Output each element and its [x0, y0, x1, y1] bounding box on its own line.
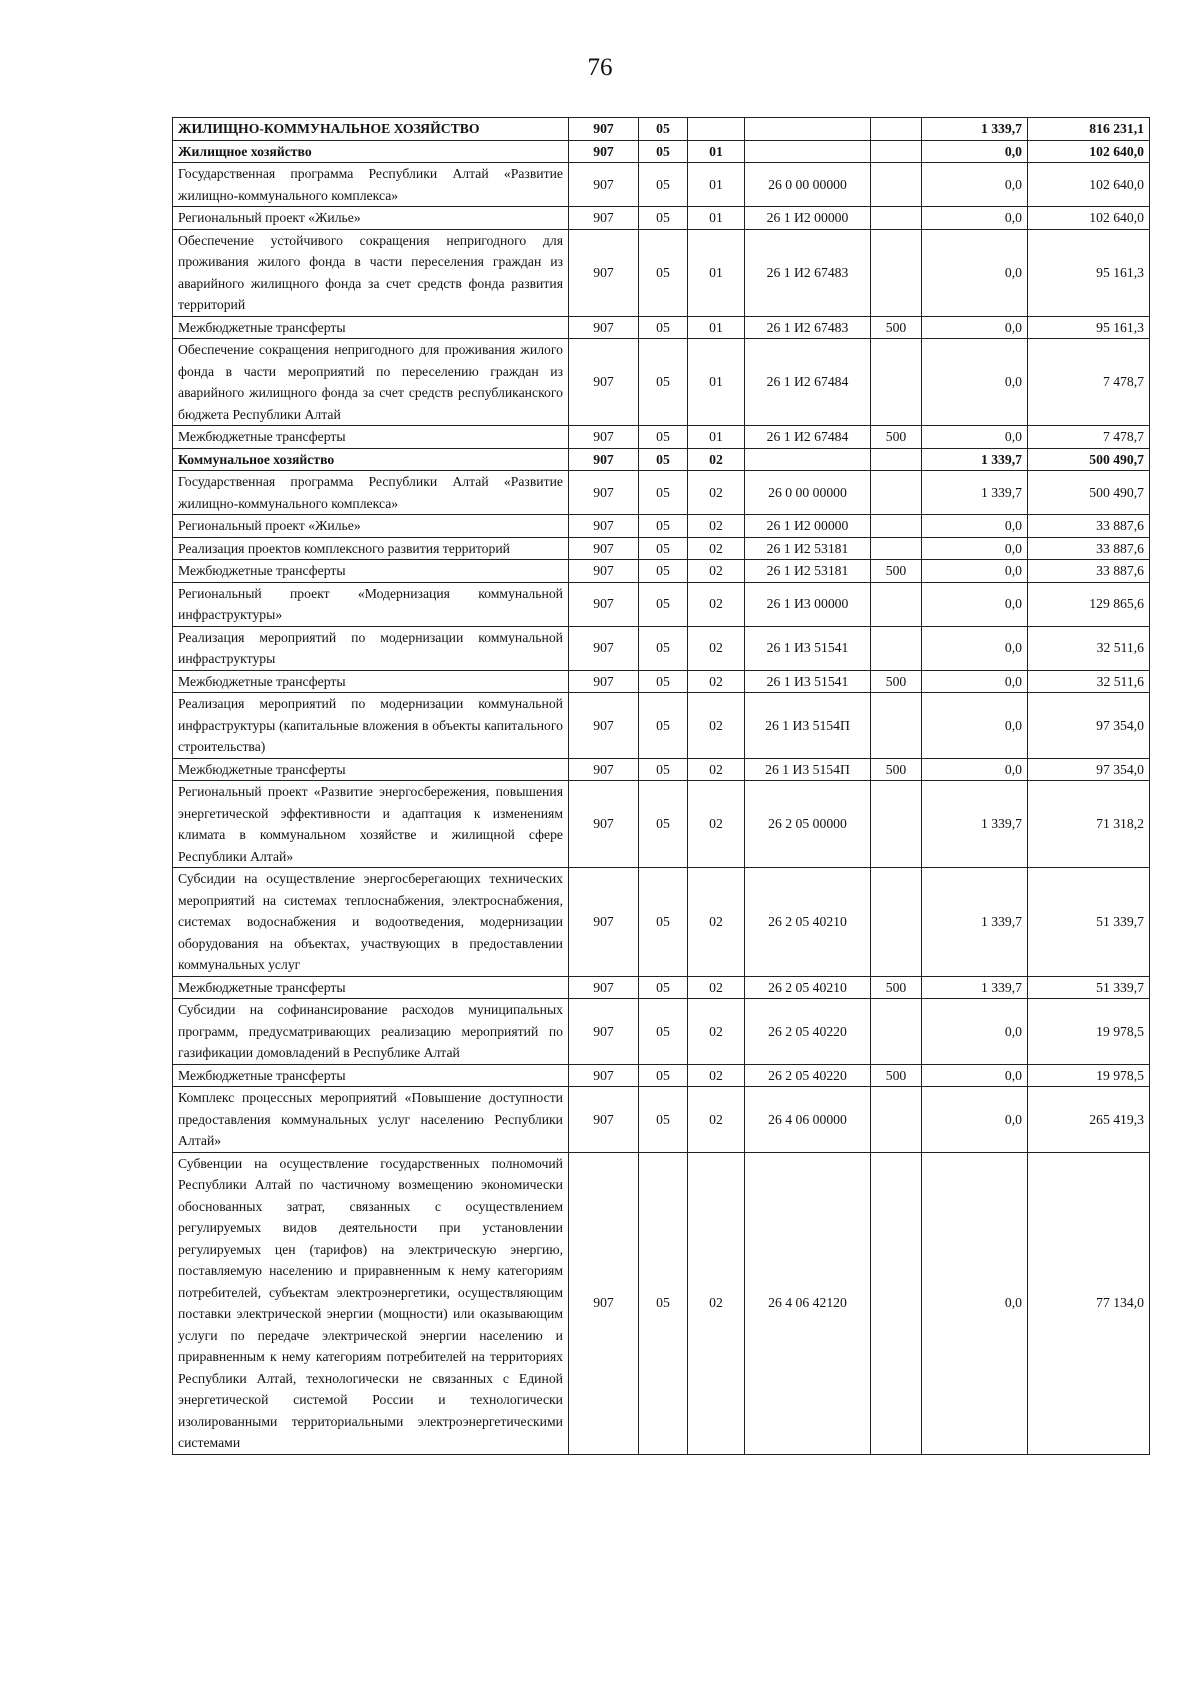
table-row [173, 1087, 1150, 1153]
subsection-code: 01 [688, 316, 745, 339]
page-number: 76 [587, 54, 613, 81]
expense-type [871, 229, 922, 316]
amount-2: 129 865,6 [1028, 582, 1150, 626]
amount-2: 500 490,7 [1028, 471, 1150, 515]
amount-1: 0,0 [922, 339, 1028, 426]
section-code: 05 [639, 426, 688, 449]
amount-2: 816 231,1 [1028, 118, 1150, 141]
section-code: 05 [639, 118, 688, 141]
ministry-code: 907 [569, 426, 639, 449]
expense-type [871, 118, 922, 141]
amount-1: 0,0 [922, 1064, 1028, 1087]
expense-type [871, 781, 922, 868]
target-article: 26 2 05 00000 [745, 781, 871, 868]
expense-type [871, 693, 922, 759]
section-code: 05 [639, 560, 688, 583]
target-article: 26 1 И2 67483 [745, 316, 871, 339]
amount-2: 33 887,6 [1028, 537, 1150, 560]
subsection-code: 01 [688, 229, 745, 316]
section-code: 05 [639, 758, 688, 781]
table-row [173, 626, 1150, 670]
target-article: 26 2 05 40220 [745, 1064, 871, 1087]
subsection-code: 02 [688, 1064, 745, 1087]
row-name: Обеспечение устойчивого сокращения непригодного для проживания жилого фонда в части переселения граждан из аварийного жилищного фонда за счет средств фонда развития территорий [173, 229, 569, 316]
table-row [173, 426, 1150, 449]
ministry-code: 907 [569, 976, 639, 999]
amount-2: 7 478,7 [1028, 426, 1150, 449]
table-row [173, 163, 1150, 207]
section-code: 05 [639, 1152, 688, 1454]
expense-type: 500 [871, 1064, 922, 1087]
amount-1: 0,0 [922, 316, 1028, 339]
row-name: Межбюджетные трансферты [173, 426, 569, 449]
table-row [173, 560, 1150, 583]
ministry-code: 907 [569, 781, 639, 868]
subsection-code: 02 [688, 582, 745, 626]
amount-1: 0,0 [922, 426, 1028, 449]
expense-type: 500 [871, 670, 922, 693]
expense-type [871, 999, 922, 1065]
section-code: 05 [639, 316, 688, 339]
subsection-code: 02 [688, 693, 745, 759]
ministry-code: 907 [569, 868, 639, 977]
amount-1: 0,0 [922, 229, 1028, 316]
row-name: Межбюджетные трансферты [173, 316, 569, 339]
table-row [173, 868, 1150, 977]
section-code: 05 [639, 976, 688, 999]
expense-type [871, 626, 922, 670]
ministry-code: 907 [569, 316, 639, 339]
subsection-code: 02 [688, 626, 745, 670]
amount-2: 51 339,7 [1028, 868, 1150, 977]
amount-1: 0,0 [922, 693, 1028, 759]
amount-1: 0,0 [922, 163, 1028, 207]
expense-type: 500 [871, 758, 922, 781]
ministry-code: 907 [569, 448, 639, 471]
ministry-code: 907 [569, 163, 639, 207]
section-code: 05 [639, 339, 688, 426]
expense-type [871, 448, 922, 471]
target-article: 26 1 И2 53181 [745, 560, 871, 583]
row-name: Коммунальное хозяйство [173, 448, 569, 471]
amount-2: 95 161,3 [1028, 316, 1150, 339]
section-code: 05 [639, 693, 688, 759]
table-row [173, 976, 1150, 999]
row-name: Жилищное хозяйство [173, 140, 569, 163]
row-name: Региональный проект «Модернизация коммунальной инфраструктуры» [173, 582, 569, 626]
ministry-code: 907 [569, 1064, 639, 1087]
ministry-code: 907 [569, 515, 639, 538]
amount-1: 0,0 [922, 515, 1028, 538]
table-row [173, 999, 1150, 1065]
amount-1: 1 339,7 [922, 868, 1028, 977]
amount-1: 0,0 [922, 758, 1028, 781]
target-article: 26 1 И3 5154П [745, 693, 871, 759]
amount-1: 0,0 [922, 537, 1028, 560]
target-article: 26 1 И3 51541 [745, 670, 871, 693]
amount-2: 51 339,7 [1028, 976, 1150, 999]
row-name: Межбюджетные трансферты [173, 560, 569, 583]
target-article [745, 140, 871, 163]
subsection-code: 01 [688, 207, 745, 230]
row-name: Обеспечение сокращения непригодного для проживания жилого фонда в части мероприятий по переселению граждан из аварийного жилищного фонда за счет средств республиканского бюджета Республики Алтай [173, 339, 569, 426]
target-article: 26 4 06 00000 [745, 1087, 871, 1153]
ministry-code: 907 [569, 999, 639, 1065]
section-code: 05 [639, 448, 688, 471]
ministry-code: 907 [569, 140, 639, 163]
amount-1: 0,0 [922, 1087, 1028, 1153]
subsection-code: 02 [688, 999, 745, 1065]
ministry-code: 907 [569, 1152, 639, 1454]
amount-1: 1 339,7 [922, 976, 1028, 999]
target-article: 26 1 И2 67483 [745, 229, 871, 316]
table-row [173, 670, 1150, 693]
expense-type: 500 [871, 426, 922, 449]
target-article: 26 0 00 00000 [745, 163, 871, 207]
row-name: Межбюджетные трансферты [173, 976, 569, 999]
row-name: Межбюджетные трансферты [173, 670, 569, 693]
expense-type [871, 537, 922, 560]
expense-type [871, 1152, 922, 1454]
section-code: 05 [639, 207, 688, 230]
table-row [173, 118, 1150, 141]
expense-type [871, 207, 922, 230]
section-code: 05 [639, 537, 688, 560]
amount-2: 265 419,3 [1028, 1087, 1150, 1153]
amount-2: 500 490,7 [1028, 448, 1150, 471]
expense-type [871, 1087, 922, 1153]
target-article: 26 2 05 40210 [745, 868, 871, 977]
row-name: Межбюджетные трансферты [173, 1064, 569, 1087]
subsection-code: 02 [688, 1152, 745, 1454]
table-row [173, 537, 1150, 560]
table-row [173, 1064, 1150, 1087]
target-article: 26 1 И3 51541 [745, 626, 871, 670]
amount-2: 32 511,6 [1028, 670, 1150, 693]
amount-1: 0,0 [922, 999, 1028, 1065]
row-name: Субвенции на осуществление государственных полномочий Республики Алтай по частичному возмещению экономически обоснованных затрат, связанных с осуществлением регулируемых видов деятельности при установлении регулируемых цен (тарифов) на электрическую энергию, поставляемую населению и приравненным к нему категориям потребителей, субъектам электроэнергетики, осуществляющим поставки электрической энергии (мощности) или оказывающим услуги по передаче электрической энергии населению и приравненным к нему категориям потребителей на территориях Республики Алтай, технологически не связанных с Единой энергетической системой России и технологически изолированными территориальными электроэнергетическими системами [173, 1152, 569, 1454]
subsection-code: 01 [688, 426, 745, 449]
amount-2: 102 640,0 [1028, 140, 1150, 163]
row-name: Региональный проект «Развитие энергосбережения, повышения энергетической эффективности и адаптация к изменениям климата в коммунальном хозяйстве и жилищной сфере Республики Алтай» [173, 781, 569, 868]
target-article: 26 1 И3 00000 [745, 582, 871, 626]
section-code: 05 [639, 582, 688, 626]
ministry-code: 907 [569, 1087, 639, 1153]
section-code: 05 [639, 515, 688, 538]
target-article: 26 2 05 40210 [745, 976, 871, 999]
amount-2: 7 478,7 [1028, 339, 1150, 426]
section-code: 05 [639, 471, 688, 515]
table-row [173, 1152, 1150, 1454]
ministry-code: 907 [569, 471, 639, 515]
table-row [173, 339, 1150, 426]
row-name: Государственная программа Республики Алтай «Развитие жилищно-коммунального комплекса» [173, 163, 569, 207]
ministry-code: 907 [569, 537, 639, 560]
table-row [173, 229, 1150, 316]
target-article: 26 2 05 40220 [745, 999, 871, 1065]
section-code: 05 [639, 140, 688, 163]
row-name: Реализация мероприятий по модернизации коммунальной инфраструктуры [173, 626, 569, 670]
ministry-code: 907 [569, 670, 639, 693]
subsection-code: 02 [688, 1087, 745, 1153]
subsection-code: 02 [688, 560, 745, 583]
ministry-code: 907 [569, 560, 639, 583]
section-code: 05 [639, 1064, 688, 1087]
amount-1: 1 339,7 [922, 471, 1028, 515]
section-code: 05 [639, 229, 688, 316]
expense-type [871, 140, 922, 163]
target-article: 26 1 И2 67484 [745, 426, 871, 449]
expense-type [871, 471, 922, 515]
table-row [173, 316, 1150, 339]
expense-type [871, 868, 922, 977]
section-code: 05 [639, 781, 688, 868]
table-row [173, 758, 1150, 781]
ministry-code: 907 [569, 758, 639, 781]
section-code: 05 [639, 1087, 688, 1153]
target-article [745, 448, 871, 471]
ministry-code: 907 [569, 626, 639, 670]
target-article: 26 1 И2 67484 [745, 339, 871, 426]
amount-2: 71 318,2 [1028, 781, 1150, 868]
amount-1: 0,0 [922, 560, 1028, 583]
target-article: 26 1 И2 53181 [745, 537, 871, 560]
amount-1: 0,0 [922, 582, 1028, 626]
target-article [745, 118, 871, 141]
amount-2: 19 978,5 [1028, 999, 1150, 1065]
subsection-code: 02 [688, 868, 745, 977]
target-article: 26 1 И2 00000 [745, 207, 871, 230]
target-article: 26 1 И3 5154П [745, 758, 871, 781]
subsection-code: 02 [688, 781, 745, 868]
subsection-code: 02 [688, 537, 745, 560]
subsection-code: 01 [688, 140, 745, 163]
amount-2: 97 354,0 [1028, 758, 1150, 781]
table-row [173, 207, 1150, 230]
ministry-code: 907 [569, 229, 639, 316]
amount-1: 1 339,7 [922, 448, 1028, 471]
subsection-code: 02 [688, 471, 745, 515]
row-name: Субсидии на осуществление энергосберегающих технических мероприятий на системах теплоснабжения, электроснабжения, системах водоснабжения и водоотведения, модернизации оборудования на объектах, участвующих в предоставлении коммунальных услуг [173, 868, 569, 977]
target-article: 26 1 И2 00000 [745, 515, 871, 538]
target-article: 26 4 06 42120 [745, 1152, 871, 1454]
subsection-code: 01 [688, 163, 745, 207]
row-name: Субсидии на софинансирование расходов муниципальных программ, предусматривающих реализацию мероприятий по газификации домовладений в Республике Алтай [173, 999, 569, 1065]
ministry-code: 907 [569, 118, 639, 141]
amount-2: 95 161,3 [1028, 229, 1150, 316]
row-name: Межбюджетные трансферты [173, 758, 569, 781]
amount-1: 0,0 [922, 626, 1028, 670]
table-row [173, 515, 1150, 538]
amount-2: 77 134,0 [1028, 1152, 1150, 1454]
expense-type [871, 582, 922, 626]
subsection-code: 02 [688, 758, 745, 781]
budget-table [172, 117, 1150, 1455]
section-code: 05 [639, 999, 688, 1065]
subsection-code: 02 [688, 448, 745, 471]
amount-1: 0,0 [922, 670, 1028, 693]
expense-type [871, 163, 922, 207]
amount-1: 1 339,7 [922, 118, 1028, 141]
subsection-code: 02 [688, 670, 745, 693]
expense-type: 500 [871, 976, 922, 999]
section-code: 05 [639, 163, 688, 207]
row-name: Комплекс процессных мероприятий «Повышение доступности предоставления коммунальных услуг населению Республики Алтай» [173, 1087, 569, 1153]
amount-2: 102 640,0 [1028, 207, 1150, 230]
amount-1: 0,0 [922, 140, 1028, 163]
expense-type: 500 [871, 316, 922, 339]
section-code: 05 [639, 626, 688, 670]
row-name: Государственная программа Республики Алтай «Развитие жилищно-коммунального комплекса» [173, 471, 569, 515]
ministry-code: 907 [569, 582, 639, 626]
subsection-code: 02 [688, 976, 745, 999]
amount-2: 19 978,5 [1028, 1064, 1150, 1087]
subsection-code [688, 118, 745, 141]
ministry-code: 907 [569, 207, 639, 230]
row-name: Реализация проектов комплексного развития территорий [173, 537, 569, 560]
table-row [173, 781, 1150, 868]
ministry-code: 907 [569, 339, 639, 426]
row-name: Реализация мероприятий по модернизации коммунальной инфраструктуры (капитальные вложения в объекты капитального строительства) [173, 693, 569, 759]
table-row [173, 582, 1150, 626]
ministry-code: 907 [569, 693, 639, 759]
expense-type: 500 [871, 560, 922, 583]
table-row [173, 471, 1150, 515]
expense-type [871, 339, 922, 426]
subsection-code: 02 [688, 515, 745, 538]
section-code: 05 [639, 670, 688, 693]
amount-1: 1 339,7 [922, 781, 1028, 868]
row-name: Региональный проект «Жилье» [173, 515, 569, 538]
expense-type [871, 515, 922, 538]
amount-2: 33 887,6 [1028, 560, 1150, 583]
amount-2: 32 511,6 [1028, 626, 1150, 670]
section-code: 05 [639, 868, 688, 977]
amount-1: 0,0 [922, 1152, 1028, 1454]
amount-2: 102 640,0 [1028, 163, 1150, 207]
table-row [173, 140, 1150, 163]
amount-1: 0,0 [922, 207, 1028, 230]
row-name: Региональный проект «Жилье» [173, 207, 569, 230]
target-article: 26 0 00 00000 [745, 471, 871, 515]
table-row [173, 693, 1150, 759]
amount-2: 97 354,0 [1028, 693, 1150, 759]
amount-2: 33 887,6 [1028, 515, 1150, 538]
subsection-code: 01 [688, 339, 745, 426]
row-name: ЖИЛИЩНО-КОММУНАЛЬНОЕ ХОЗЯЙСТВО [173, 118, 569, 141]
table-row [173, 448, 1150, 471]
